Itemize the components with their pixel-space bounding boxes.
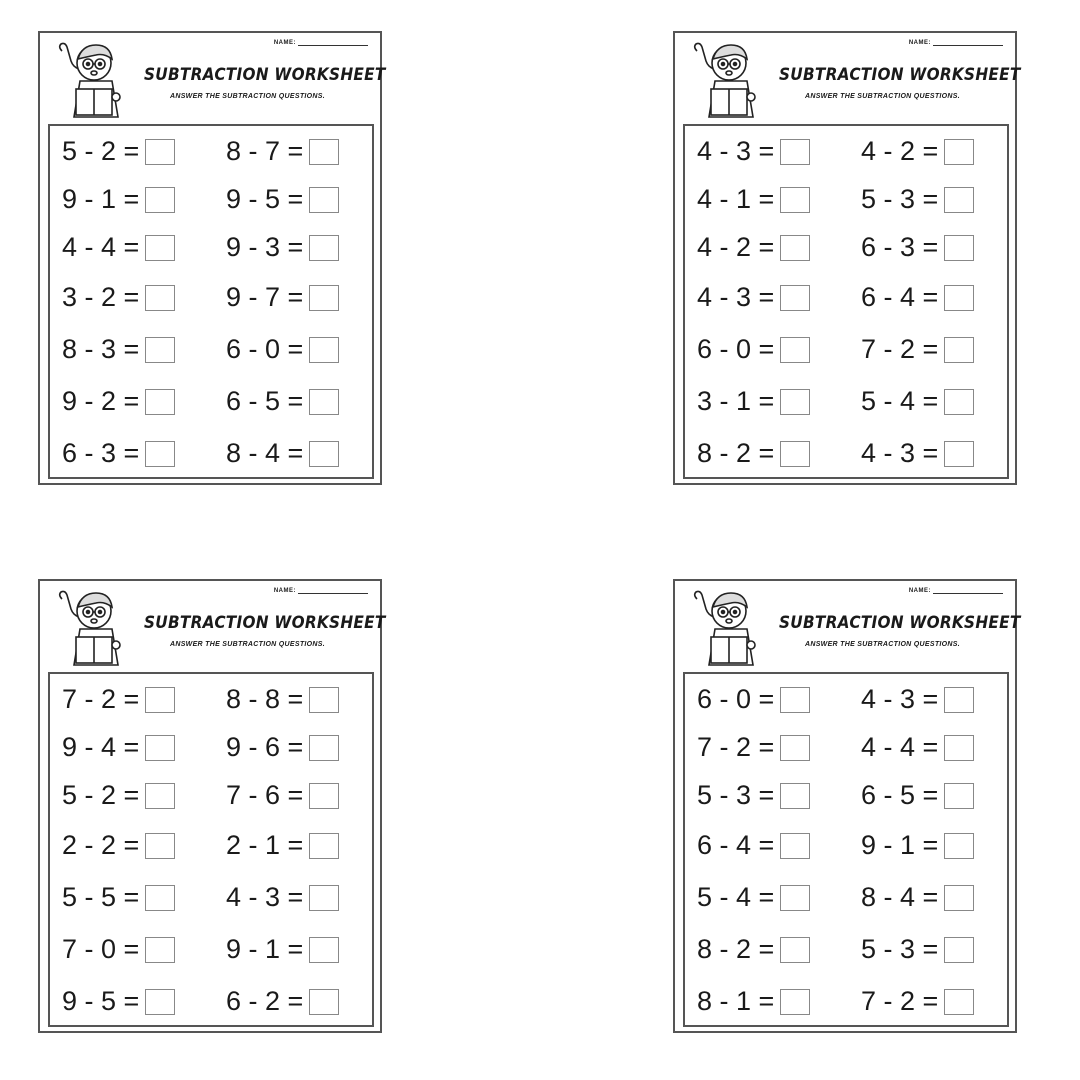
problem-expression: 9 - 3 =	[226, 232, 304, 262]
problem-expression: 6 - 2 =	[226, 986, 304, 1016]
problem-expression: 4 - 1 =	[697, 184, 775, 214]
subtraction-problem	[226, 336, 339, 363]
subtraction-problem	[697, 832, 810, 859]
problem-expression: 6 - 3 =	[62, 438, 140, 468]
subtraction-problem	[62, 884, 175, 911]
name-label: NAME:	[273, 40, 296, 46]
problem-expression: 6 - 5 =	[861, 780, 939, 810]
answer-box[interactable]	[944, 833, 974, 859]
subtraction-problem	[62, 832, 175, 859]
problem-expression: 7 - 2 =	[697, 732, 775, 762]
problem-expression: 4 - 3 =	[697, 282, 775, 312]
subtraction-problem	[226, 936, 339, 963]
subtraction-problem	[861, 284, 974, 311]
worksheet	[673, 579, 1021, 1033]
answer-box[interactable]	[944, 337, 974, 363]
answer-box[interactable]	[780, 885, 810, 911]
worksheet-instructions: ANSWER THE SUBTRACTION QUESTIONS.	[170, 93, 325, 100]
answer-box[interactable]	[780, 783, 810, 809]
answer-box[interactable]	[780, 235, 810, 261]
subtraction-problem	[697, 988, 810, 1015]
problem-expression: 8 - 2 =	[697, 438, 775, 468]
subtraction-problem	[62, 734, 175, 761]
answer-box[interactable]	[309, 235, 339, 261]
name-field[interactable]	[274, 39, 368, 46]
problem-expression: 4 - 4 =	[62, 232, 140, 262]
answer-box[interactable]	[944, 937, 974, 963]
answer-box[interactable]	[309, 735, 339, 761]
subtraction-problem	[226, 884, 339, 911]
answer-box[interactable]	[145, 989, 175, 1015]
subtraction-problem	[861, 832, 974, 859]
problem-expression: 4 - 3 =	[861, 438, 939, 468]
problems-box	[48, 672, 374, 1027]
problem-expression: 6 - 0 =	[226, 334, 304, 364]
problem-expression: 9 - 1 =	[861, 830, 939, 860]
subtraction-problem	[226, 988, 339, 1015]
subtraction-problem	[226, 138, 339, 165]
subtraction-problem	[62, 336, 175, 363]
subtraction-problem	[226, 686, 339, 713]
subtraction-problem	[861, 186, 974, 213]
worksheet-header	[40, 581, 386, 669]
subtraction-problem	[861, 336, 974, 363]
problem-expression: 8 - 4 =	[226, 438, 304, 468]
name-label: NAME:	[908, 40, 931, 46]
answer-box[interactable]	[944, 441, 974, 467]
answer-box[interactable]	[145, 337, 175, 363]
problem-expression: 9 - 1 =	[62, 184, 140, 214]
subtraction-problem	[226, 234, 339, 261]
subtraction-problem	[62, 988, 175, 1015]
problem-expression: 6 - 0 =	[697, 334, 775, 364]
answer-box[interactable]	[145, 735, 175, 761]
answer-box[interactable]	[780, 989, 810, 1015]
answer-box[interactable]	[944, 989, 974, 1015]
name-label: NAME:	[908, 588, 931, 594]
subtraction-problem	[697, 734, 810, 761]
student-reading-illustration-icon	[54, 589, 134, 667]
subtraction-problem	[861, 734, 974, 761]
answer-box[interactable]	[309, 139, 339, 165]
problem-expression: 7 - 2 =	[861, 986, 939, 1016]
name-label: NAME:	[273, 588, 296, 594]
problem-expression: 7 - 2 =	[861, 334, 939, 364]
problem-expression: 4 - 3 =	[697, 136, 775, 166]
problem-expression: 8 - 2 =	[697, 934, 775, 964]
problem-expression: 8 - 7 =	[226, 136, 304, 166]
answer-box[interactable]	[944, 735, 974, 761]
answer-box[interactable]	[309, 885, 339, 911]
answer-box[interactable]	[780, 187, 810, 213]
answer-box[interactable]	[145, 885, 175, 911]
answer-box[interactable]	[780, 139, 810, 165]
problem-expression: 9 - 5 =	[226, 184, 304, 214]
answer-box[interactable]	[780, 337, 810, 363]
problem-expression: 6 - 3 =	[861, 232, 939, 262]
worksheet	[38, 579, 386, 1033]
answer-box[interactable]	[145, 937, 175, 963]
name-line-rule[interactable]	[933, 587, 1003, 594]
answer-box[interactable]	[309, 441, 339, 467]
answer-box[interactable]	[145, 285, 175, 311]
subtraction-problem	[861, 440, 974, 467]
problem-expression: 6 - 0 =	[697, 684, 775, 714]
answer-box[interactable]	[309, 187, 339, 213]
subtraction-problem	[697, 336, 810, 363]
worksheet-instructions: ANSWER THE SUBTRACTION QUESTIONS.	[805, 641, 960, 648]
problem-expression: 3 - 2 =	[62, 282, 140, 312]
subtraction-problem	[861, 138, 974, 165]
subtraction-problem	[226, 440, 339, 467]
problem-expression: 6 - 4 =	[697, 830, 775, 860]
student-reading-illustration-icon	[689, 41, 769, 119]
worksheet-header	[675, 581, 1021, 669]
answer-box[interactable]	[145, 783, 175, 809]
problem-expression: 9 - 1 =	[226, 934, 304, 964]
answer-box[interactable]	[780, 441, 810, 467]
subtraction-problem	[697, 284, 810, 311]
answer-box[interactable]	[145, 389, 175, 415]
worksheet-title: SUBTRACTION WORKSHEET	[779, 65, 1021, 85]
subtraction-problem	[697, 138, 810, 165]
answer-box[interactable]	[944, 389, 974, 415]
problem-expression: 8 - 1 =	[697, 986, 775, 1016]
problem-expression: 4 - 3 =	[226, 882, 304, 912]
answer-box[interactable]	[944, 885, 974, 911]
problem-expression: 9 - 4 =	[62, 732, 140, 762]
problem-expression: 6 - 4 =	[861, 282, 939, 312]
worksheet-title: SUBTRACTION WORKSHEET	[779, 613, 1021, 633]
subtraction-problem	[62, 782, 175, 809]
answer-box[interactable]	[780, 833, 810, 859]
subtraction-problem	[697, 782, 810, 809]
answer-box[interactable]	[780, 937, 810, 963]
problem-expression: 5 - 4 =	[697, 882, 775, 912]
subtraction-problem	[697, 388, 810, 415]
name-line-rule[interactable]	[298, 587, 368, 594]
problem-expression: 5 - 3 =	[861, 184, 939, 214]
answer-box[interactable]	[780, 389, 810, 415]
problem-expression: 2 - 1 =	[226, 830, 304, 860]
worksheet	[673, 31, 1021, 485]
answer-box[interactable]	[145, 833, 175, 859]
answer-box[interactable]	[309, 337, 339, 363]
subtraction-problem	[697, 884, 810, 911]
subtraction-problem	[62, 388, 175, 415]
problem-expression: 4 - 2 =	[697, 232, 775, 262]
student-reading-illustration-icon	[54, 41, 134, 119]
answer-box[interactable]	[780, 687, 810, 713]
problem-expression: 9 - 5 =	[62, 986, 140, 1016]
subtraction-problem	[697, 234, 810, 261]
subtraction-problem	[62, 936, 175, 963]
answer-box[interactable]	[944, 285, 974, 311]
name-field[interactable]	[274, 587, 368, 594]
answer-box[interactable]	[145, 235, 175, 261]
problem-expression: 5 - 3 =	[697, 780, 775, 810]
subtraction-problem	[62, 284, 175, 311]
problem-expression: 9 - 7 =	[226, 282, 304, 312]
worksheet	[38, 31, 386, 485]
answer-box[interactable]	[309, 285, 339, 311]
problem-expression: 5 - 4 =	[861, 386, 939, 416]
answer-box[interactable]	[944, 687, 974, 713]
subtraction-problem	[861, 388, 974, 415]
subtraction-problem	[226, 284, 339, 311]
answer-box[interactable]	[145, 187, 175, 213]
answer-box[interactable]	[145, 139, 175, 165]
subtraction-problem	[697, 686, 810, 713]
problem-expression: 4 - 2 =	[861, 136, 939, 166]
problem-expression: 8 - 8 =	[226, 684, 304, 714]
problems-box	[683, 672, 1009, 1027]
subtraction-problem	[62, 138, 175, 165]
problem-expression: 4 - 3 =	[861, 684, 939, 714]
answer-box[interactable]	[309, 989, 339, 1015]
answer-box[interactable]	[309, 833, 339, 859]
answer-box[interactable]	[944, 783, 974, 809]
problem-expression: 9 - 2 =	[62, 386, 140, 416]
problem-expression: 8 - 4 =	[861, 882, 939, 912]
name-line-rule[interactable]	[933, 39, 1003, 46]
subtraction-problem	[861, 988, 974, 1015]
problem-expression: 5 - 2 =	[62, 136, 140, 166]
problem-expression: 8 - 3 =	[62, 334, 140, 364]
problems-box	[683, 124, 1009, 479]
worksheet-header	[40, 33, 386, 121]
problem-expression: 9 - 6 =	[226, 732, 304, 762]
subtraction-problem	[62, 686, 175, 713]
subtraction-problem	[697, 936, 810, 963]
problem-expression: 5 - 2 =	[62, 780, 140, 810]
problem-expression: 5 - 5 =	[62, 882, 140, 912]
subtraction-problem	[226, 734, 339, 761]
subtraction-problem	[62, 234, 175, 261]
worksheet-title: SUBTRACTION WORKSHEET	[144, 613, 386, 633]
worksheet-instructions: ANSWER THE SUBTRACTION QUESTIONS.	[805, 93, 960, 100]
answer-box[interactable]	[944, 139, 974, 165]
worksheet-title: SUBTRACTION WORKSHEET	[144, 65, 386, 85]
answer-box[interactable]	[309, 389, 339, 415]
subtraction-problem	[226, 388, 339, 415]
subtraction-problem	[62, 186, 175, 213]
worksheet-instructions: ANSWER THE SUBTRACTION QUESTIONS.	[170, 641, 325, 648]
name-field[interactable]	[909, 39, 1003, 46]
subtraction-problem	[861, 686, 974, 713]
subtraction-problem	[697, 186, 810, 213]
problem-expression: 6 - 5 =	[226, 386, 304, 416]
problem-expression: 4 - 4 =	[861, 732, 939, 762]
answer-box[interactable]	[145, 687, 175, 713]
problem-expression: 7 - 0 =	[62, 934, 140, 964]
subtraction-problem	[861, 936, 974, 963]
problem-expression: 7 - 2 =	[62, 684, 140, 714]
subtraction-problem	[861, 234, 974, 261]
student-reading-illustration-icon	[689, 589, 769, 667]
subtraction-problem	[697, 440, 810, 467]
answer-box[interactable]	[780, 285, 810, 311]
name-line-rule[interactable]	[298, 39, 368, 46]
answer-box[interactable]	[145, 441, 175, 467]
answer-box[interactable]	[309, 783, 339, 809]
subtraction-problem	[861, 884, 974, 911]
answer-box[interactable]	[309, 687, 339, 713]
problem-expression: 2 - 2 =	[62, 830, 140, 860]
problem-expression: 3 - 1 =	[697, 386, 775, 416]
name-field[interactable]	[909, 587, 1003, 594]
answer-box[interactable]	[309, 937, 339, 963]
answer-box[interactable]	[944, 235, 974, 261]
problems-box	[48, 124, 374, 479]
subtraction-problem	[226, 782, 339, 809]
subtraction-problem	[226, 186, 339, 213]
subtraction-problem	[861, 782, 974, 809]
worksheet-header	[675, 33, 1021, 121]
subtraction-problem	[62, 440, 175, 467]
answer-box[interactable]	[944, 187, 974, 213]
subtraction-problem	[226, 832, 339, 859]
problem-expression: 7 - 6 =	[226, 780, 304, 810]
problem-expression: 5 - 3 =	[861, 934, 939, 964]
answer-box[interactable]	[780, 735, 810, 761]
